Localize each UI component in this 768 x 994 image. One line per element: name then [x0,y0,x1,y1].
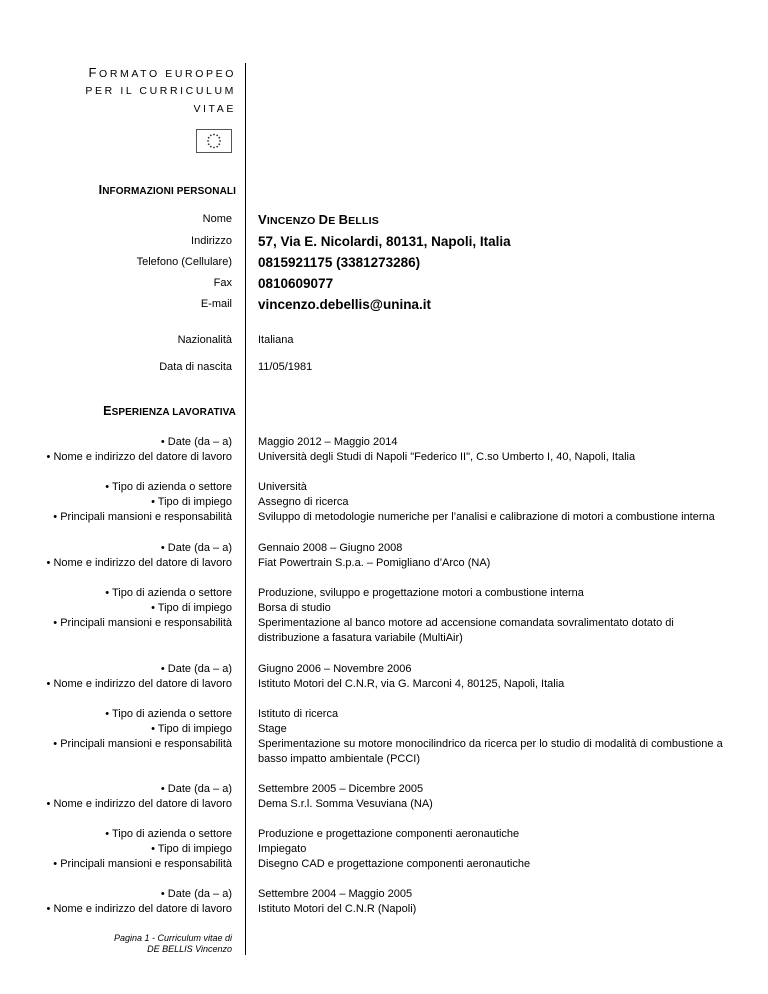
entry-sector: Produzione, sviluppo e progettazione motori a combustione interna [258,587,584,599]
job-type-label: • Tipo di impiego [151,723,232,735]
employer-label: • Nome e indirizzo del datore di lavoro [46,451,232,463]
phone-label: Telefono (Cellulare) [136,256,232,268]
employer-label: • Nome e indirizzo del datore di lavoro [46,903,232,915]
employer-label: • Nome e indirizzo del datore di lavoro [46,557,232,569]
document-title-line3: VITAE [193,103,236,115]
name-value: VINCENZO DE BELLIS [258,212,379,227]
entry-dates: Settembre 2004 – Maggio 2005 [258,888,413,900]
job-type-label: • Tipo di impiego [151,843,232,855]
entry-employer: Istituto Motori del C.N.R, via G. Marconi 4, 80125, Napoli, Italia [258,678,565,690]
entry-dates: Giugno 2006 – Novembre 2006 [258,663,412,675]
dates-label: • Date (da – a) [160,888,232,900]
entry-employer: Dema S.r.l. Somma Vesuviana (NA) [258,798,433,810]
entry-job-type: Impiegato [258,843,307,855]
duties-label: • Principali mansioni e responsabilità [53,738,232,750]
footer-line2: DE BELLIS Vincenzo [147,944,232,954]
entry-sector: Produzione e progettazione componenti aeronautiche [258,828,520,840]
entry-duties: Disegno CAD e progettazione componenti aeronautiche [258,858,531,870]
employer-label: • Nome e indirizzo del datore di lavoro [46,798,232,810]
nationality-label: Nazionalità [177,334,232,346]
entry-sector: Università [258,481,307,493]
section-work-experience: ESPERIENZA LAVORATIVA [103,404,236,418]
eu-flag-icon [196,129,232,153]
entry-dates: Gennaio 2008 – Giugno 2008 [258,542,403,554]
birth-date-label: Data di nascita [159,361,232,373]
entry-employer: Fiat Powertrain S.p.a. – Pomigliano d’Arco (NA) [258,557,491,569]
document-title-line2: PER IL CURRICULUM [85,85,236,97]
address-label: Indirizzo [191,235,232,247]
entry-duties: Sviluppo di metodologie numeriche per l’analisi e calibrazione di motori a combustione interna [258,511,715,523]
fax-label: Fax [213,277,232,289]
entry-job-type: Borsa di studio [258,602,331,614]
entry-job-type: Assegno di ricerca [258,496,349,508]
document-title: FORMATO EUROPEO [88,65,236,80]
page-footer [114,933,232,955]
job-type-label: • Tipo di impiego [151,496,232,508]
job-type-label: • Tipo di impiego [151,602,232,614]
email-value[interactable]: vincenzo.debellis@unina.it [258,297,431,312]
sector-label: • Tipo di azienda o settore [105,708,232,720]
entry-sector: Istituto di ricerca [258,708,339,720]
nationality-value: Italiana [258,334,294,346]
entry-job-type: Stage [258,723,287,735]
entry-dates: Maggio 2012 – Maggio 2014 [258,436,398,448]
column-divider [245,63,246,955]
duties-label: • Principali mansioni e responsabilità [53,858,232,870]
entry-employer: Università degli Studi di Napoli "Federico II", C.so Umberto I, 40, Napoli, Italia [258,451,636,463]
duties-label: • Principali mansioni e responsabilità [53,617,232,629]
dates-label: • Date (da – a) [160,783,232,795]
duties-label: • Principali mansioni e responsabilità [53,511,232,523]
name-label: Nome [202,213,232,225]
birth-date-value: 11/05/1981 [258,361,313,373]
sector-label: • Tipo di azienda o settore [105,587,232,599]
sector-label: • Tipo di azienda o settore [105,828,232,840]
footer-line1: Pagina 1 - Curriculum vitae di [113,933,232,943]
fax-value: 0810609077 [258,276,334,291]
entry-employer: Istituto Motori del C.N.R (Napoli) [258,903,417,915]
email-label: E-mail [200,298,232,310]
section-personal-info: INFORMAZIONI PERSONALI [98,183,236,197]
entry-duties: Sperimentazione su motore monocilindrico da ricerca per lo studio di modalità di combustione a basso impatto ambientale (PCCI) [258,738,723,766]
sector-label: • Tipo di azienda o settore [105,481,232,493]
dates-label: • Date (da – a) [160,436,232,448]
dates-label: • Date (da – a) [160,663,232,675]
address-value: 57, Via E. Nicolardi, 80131, Napoli, Italia [258,234,511,249]
employer-label: • Nome e indirizzo del datore di lavoro [46,678,232,690]
entry-dates: Settembre 2005 – Dicembre 2005 [258,783,424,795]
phone-value: 0815921175 (3381273286) [258,255,421,270]
entry-duties: Sperimentazione al banco motore ad accensione comandata sovralimentato dotato di distribuzione a fasatura variabile (MultiAir) [258,617,674,645]
dates-label: • Date (da – a) [160,542,232,554]
